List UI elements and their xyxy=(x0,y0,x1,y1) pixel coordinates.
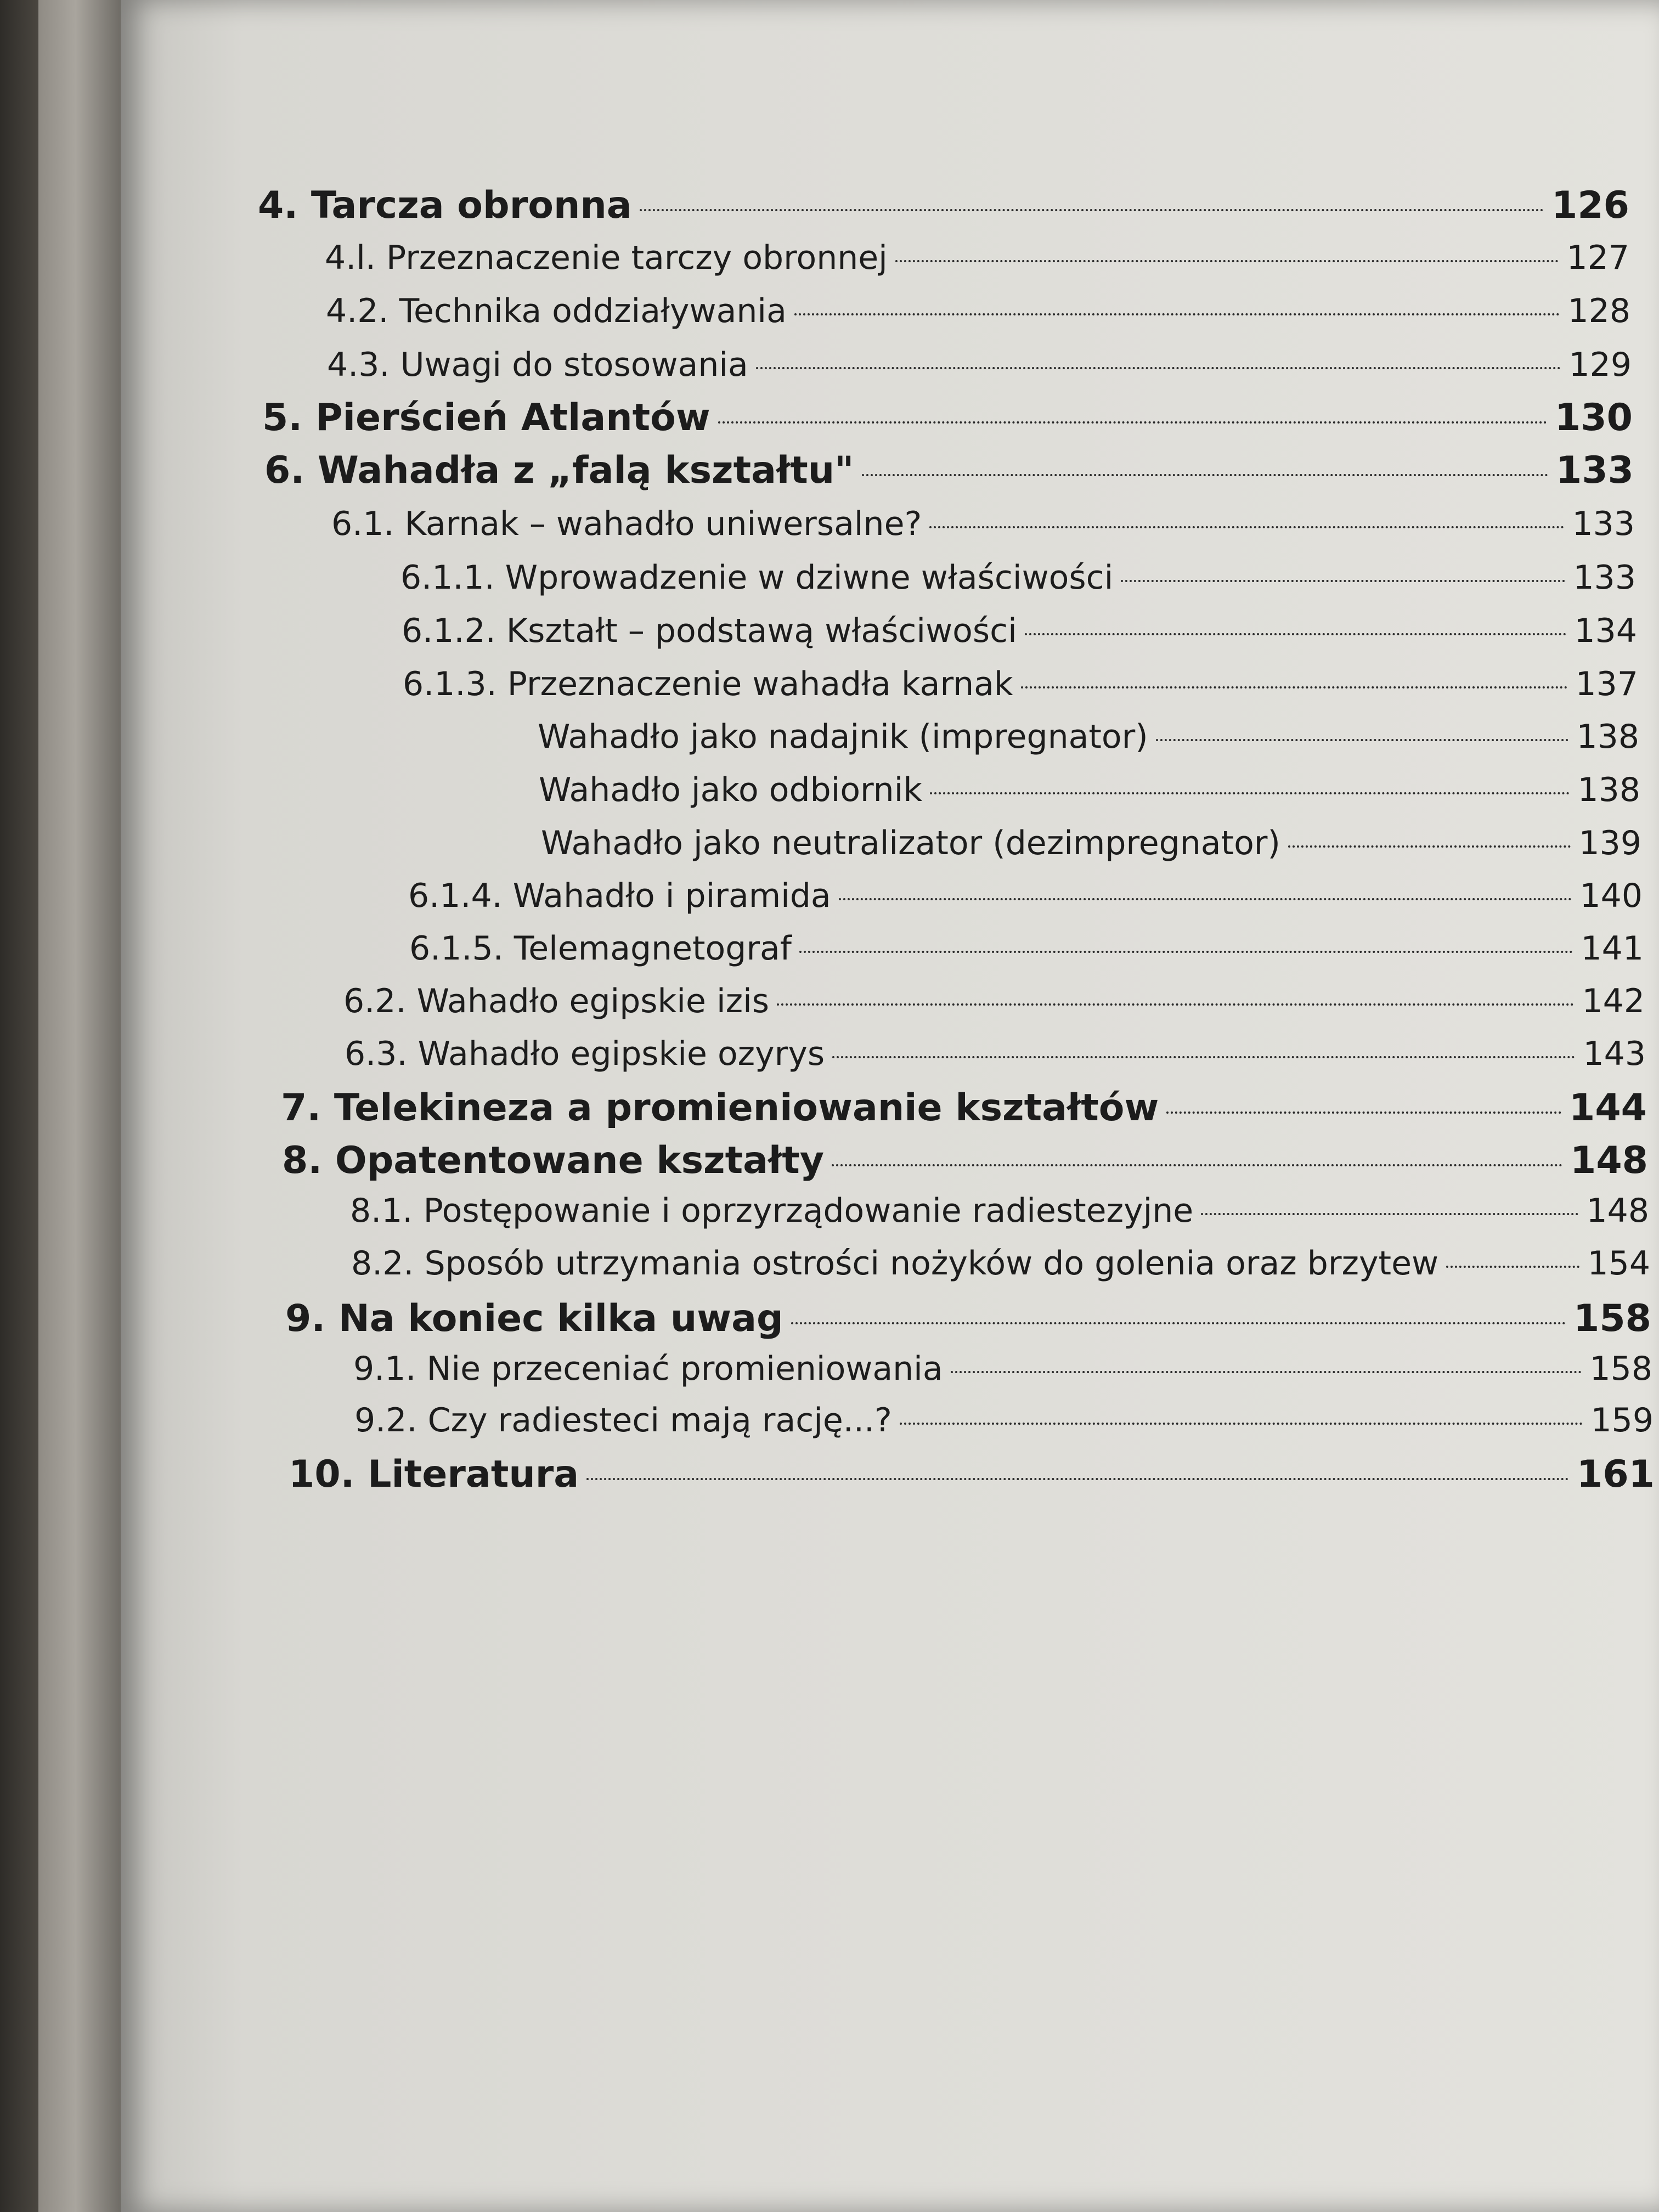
toc-entry xyxy=(539,771,1640,809)
toc-entry-title: 6.1.4. Wahadło i piramida xyxy=(408,877,831,915)
toc-entry-title: 6.2. Wahadło egipskie izis xyxy=(343,982,770,1020)
toc-entry-title: 6.1. Karnak – wahadło uniwersalne? xyxy=(331,505,922,543)
toc-entry-title: 8.2. Sposób utrzymania ostrości nożyków do golenia oraz brzytew xyxy=(351,1244,1439,1283)
dot-leader xyxy=(1201,1213,1578,1215)
dot-leader xyxy=(794,313,1560,315)
toc-entry-page: 134 xyxy=(1574,612,1637,650)
toc-entry-page: 138 xyxy=(1576,718,1639,756)
toc-entry-title: 6.1.1. Wprowadzenie w dziwne właściwości xyxy=(400,558,1114,597)
toc-entry xyxy=(351,1244,1650,1283)
toc-entry-title: 4.2. Technika oddziaływania xyxy=(326,292,787,330)
dot-leader xyxy=(1121,580,1565,582)
toc-entry xyxy=(326,292,1630,330)
dot-leader xyxy=(929,526,1564,528)
dot-leader xyxy=(1166,1111,1561,1114)
toc-entry-page: 138 xyxy=(1577,771,1640,809)
dot-leader xyxy=(1446,1266,1579,1268)
toc-entry-page: 139 xyxy=(1578,824,1641,862)
dot-leader xyxy=(799,951,1573,953)
toc-entry-page: 143 xyxy=(1583,1035,1646,1073)
toc-entry-page: 133 xyxy=(1572,505,1635,543)
dot-leader xyxy=(1025,633,1567,635)
toc-entry xyxy=(353,1350,1652,1388)
toc-entry-page: 154 xyxy=(1587,1244,1650,1283)
toc-entry-title: 6. Wahadła z „falą kształtu" xyxy=(264,449,854,492)
dot-leader xyxy=(1021,686,1568,689)
toc-entry-page: 133 xyxy=(1556,449,1634,492)
toc-entry xyxy=(409,929,1644,968)
toc-entry-page: 144 xyxy=(1569,1086,1647,1130)
toc-entry-title: 5. Pierścień Atlantów xyxy=(262,396,710,439)
toc-entry-title: 4.l. Przeznaczenie tarczy obronnej xyxy=(325,239,888,277)
toc-entry xyxy=(400,558,1636,597)
toc-entry-page: 161 xyxy=(1577,1453,1655,1496)
toc-entry-title: 6.1.2. Kształt – podstawą właściwości xyxy=(402,612,1017,650)
dot-leader xyxy=(832,1164,1562,1166)
toc-entry-page: 133 xyxy=(1573,558,1636,597)
toc-entry-title: 4.3. Uwagi do stosowania xyxy=(327,346,748,384)
toc-entry-title: 9. Na koniec kilka uwag xyxy=(285,1297,783,1340)
toc-entry xyxy=(327,346,1632,384)
toc-entry xyxy=(331,505,1635,543)
toc-entry-title: Wahadło jako odbiornik xyxy=(539,771,923,809)
toc-entry-title: 6.1.5. Telemagnetograf xyxy=(409,929,792,968)
dot-leader xyxy=(756,367,1561,369)
toc-entry xyxy=(264,449,1634,492)
toc-entry-page: 158 xyxy=(1589,1350,1652,1388)
dot-leader xyxy=(895,260,1559,262)
toc-entry-title: 7. Telekineza a promieniowanie kształtów xyxy=(281,1086,1159,1130)
toc-entry-title: 9.1. Nie przeceniać promieniowania xyxy=(353,1350,943,1388)
toc-entry-title: 10. Literatura xyxy=(289,1453,579,1496)
dot-leader xyxy=(930,792,1570,794)
dot-leader xyxy=(777,1003,1574,1006)
toc-entry xyxy=(402,612,1637,650)
toc-entry-page: 142 xyxy=(1582,982,1645,1020)
dot-leader xyxy=(1156,739,1569,741)
toc-entry-title: 8. Opatentowane kształty xyxy=(282,1139,825,1182)
book-gutter xyxy=(38,0,121,2212)
toc-entry xyxy=(282,1139,1648,1182)
toc-entry-page: 141 xyxy=(1581,929,1644,968)
dot-leader xyxy=(832,1056,1575,1058)
toc-entry xyxy=(403,665,1638,703)
toc-entry xyxy=(354,1401,1654,1440)
toc-entry-page: 148 xyxy=(1586,1192,1649,1230)
toc-entry-page: 158 xyxy=(1573,1297,1651,1340)
toc-entry-page: 129 xyxy=(1568,346,1632,384)
dot-leader xyxy=(839,898,1572,900)
toc-entry-title: 6.1.3. Przeznaczenie wahadła karnak xyxy=(403,665,1013,703)
toc-entry xyxy=(325,239,1629,277)
toc-entry-page: 159 xyxy=(1590,1401,1654,1440)
dot-leader xyxy=(791,1322,1566,1324)
toc-entry xyxy=(541,824,1641,862)
toc-entry xyxy=(285,1297,1651,1340)
toc-entry-title: 6.3. Wahadło egipskie ozyrys xyxy=(345,1035,825,1073)
toc-entry xyxy=(538,718,1639,756)
table-of-contents xyxy=(121,0,1659,2212)
toc-entry xyxy=(345,1035,1646,1073)
toc-entry-page: 126 xyxy=(1551,184,1629,227)
toc-entry-page: 140 xyxy=(1579,877,1643,915)
toc-entry-page: 130 xyxy=(1555,396,1633,439)
book-spine-shadow xyxy=(0,0,38,2212)
dot-leader xyxy=(640,209,1544,211)
dot-leader xyxy=(862,474,1548,476)
dot-leader xyxy=(586,1478,1569,1480)
toc-entry-title: Wahadło jako neutralizator (dezimpregnator) xyxy=(541,824,1280,862)
toc-entry xyxy=(289,1453,1655,1496)
toc-entry xyxy=(281,1086,1647,1130)
toc-entry-title: 9.2. Czy radiesteci mają rację...? xyxy=(354,1401,892,1440)
dot-leader xyxy=(1288,845,1571,848)
book-page xyxy=(121,0,1659,2212)
dot-leader xyxy=(951,1371,1582,1373)
dot-leader xyxy=(900,1423,1583,1425)
toc-entry-title: Wahadło jako nadajnik (impregnator) xyxy=(538,718,1148,756)
toc-entry-title: 4. Tarcza obronna xyxy=(258,184,632,227)
toc-entry-page: 128 xyxy=(1567,292,1630,330)
dot-leader xyxy=(718,421,1547,424)
toc-entry xyxy=(350,1192,1649,1230)
toc-entry-page: 127 xyxy=(1566,239,1629,277)
toc-entry-page: 137 xyxy=(1575,665,1638,703)
toc-entry xyxy=(262,396,1633,439)
toc-entry xyxy=(258,184,1629,227)
toc-entry-title: 8.1. Postępowanie i oprzyrządowanie radiestezyjne xyxy=(350,1192,1194,1230)
toc-entry xyxy=(408,877,1643,915)
toc-entry-page: 148 xyxy=(1570,1139,1648,1182)
toc-entry xyxy=(343,982,1645,1020)
